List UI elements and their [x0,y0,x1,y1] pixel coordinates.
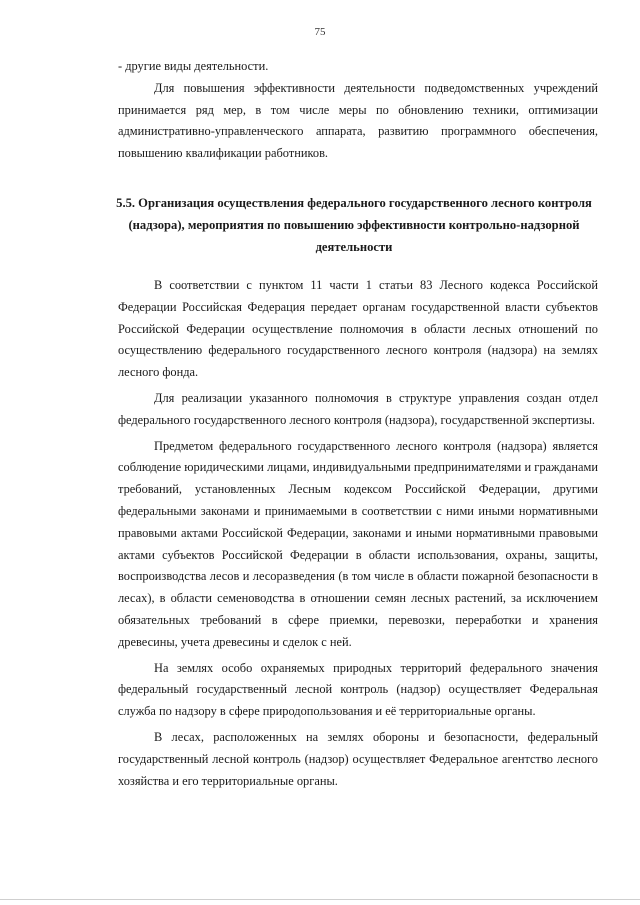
paragraph-legal-basis: В соответствии с пунктом 11 части 1 статьи 83 Лесного кодекса Российской Федерации Российская Федерация передает органам государственной власти субъектов Российской Федерации осуществление полномочия в области лесных отношений по осуществлению федерального государственного лесного контроля (надзора) на землях лесного фонда. [118,278,598,380]
paragraph-defense-lands: В лесах, расположенных на землях обороны и безопасности, федеральный государственный лесной контроль (надзор) осуществляет Федеральное агентство лесного хозяйства и его территориальные органы. [118,729,598,788]
list-item-other-activities: - другие виды деятельности. [118,59,269,73]
section-body [118,275,598,792]
page-bottom-edge [0,899,640,900]
paragraph-protected-territories: На землях особо охраняемых природных территорий федерального значения федеральный государственный лесной контроль (надзор) осуществляет Федеральная служба по надзору в сфере природопользования и её территориальные органы. [118,660,598,719]
paragraph-control-subject: Предметом федерального государственного лесного контроля (надзора) является соблюдение юридическими лицами, индивидуальными предпринимателями и гражданами требований, установленных Лесным кодексом Российской Федерации, другими федеральными законами и принимаемыми в соответствии с ними иными нормативными правовыми актами Российской Федерации, законами и иными нормативными правовыми актами субъектов Российской Федерации в области использования, охраны, защиты, воспроизводства лесов и лесоразведения (в том числе в области пожарной безопасности в лесах), в области семеноводства в отношении семян лесных растений, за исключением обязательных требований в сфере приемки, перевозки, переработки и хранения древесины, учета древесины и сделок с ней. [118,438,598,649]
section-heading: 5.5. Организация осуществления федерального государственного лесного контроля (надзора), мероприятия по повышению эффективности контрольно-надзорной деятельности [116,196,592,254]
page-number: 75 [314,26,326,38]
paragraph-efficiency-measures: Для повышения эффективности деятельности подведомственных учреждений принимается ряд мер, в том числе меры по обновлению техники, оптимизации административно-управленческого аппарата, развитию программного обеспечения, повышению квалификации работников. [118,80,598,161]
paragraph-department-created: Для реализации указанного полномочия в структуре управления создан отдел федерального государственного лесного контроля (надзора), государственной экспертизы. [118,390,598,427]
intro-block [118,56,598,165]
